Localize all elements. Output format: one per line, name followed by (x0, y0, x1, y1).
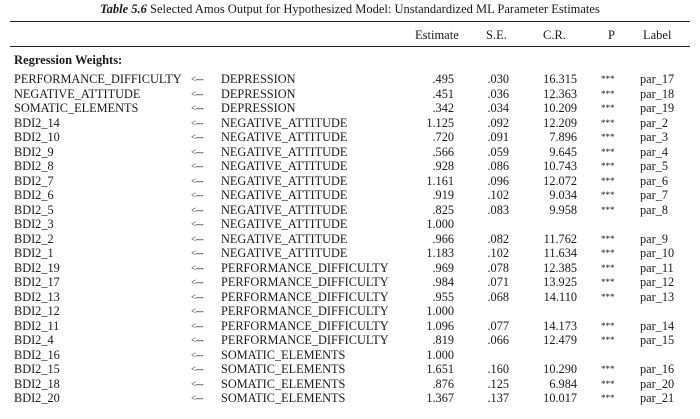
dependent-variable: BDI2_9 (14, 144, 54, 159)
parameter-label-cell: par_15 (640, 333, 675, 347)
estimate-cell: .566 (432, 144, 454, 159)
regression-arrow: <--- (191, 320, 204, 331)
regression-arrow: <--- (191, 190, 204, 200)
table-row (0, 87, 700, 102)
parameter-label-cell: par_19 (640, 101, 675, 115)
independent-variable: PERFORMANCE_DIFFICULTY (221, 318, 389, 333)
independent-variable: NEGATIVE_ATTITUDE (221, 115, 348, 130)
independent-variable: PERFORMANCE_DIFFICULTY (221, 304, 389, 318)
estimate-cell: .955 (432, 289, 454, 304)
standard-error-cell: .066 (487, 333, 509, 347)
regression-arrow: <--- (191, 88, 204, 99)
critical-ratio-cell: 6.984 (549, 376, 577, 391)
table-row (0, 275, 700, 290)
critical-ratio-cell: 10.209 (543, 101, 577, 115)
independent-variable: SOMATIC_ELEMENTS (221, 362, 346, 376)
critical-ratio-cell: 10.743 (543, 159, 577, 173)
p-value-cell: *** (601, 233, 615, 244)
estimate-cell: .969 (432, 260, 454, 275)
header-se: S.E. (486, 28, 507, 42)
table-title: Selected Amos Output for Hypothesized Model: Unstandardized ML Parameter Estimates (150, 2, 600, 16)
critical-ratio-cell: 10.290 (543, 362, 577, 376)
critical-ratio-cell: 12.209 (543, 115, 577, 130)
critical-ratio-cell: 11.762 (543, 231, 577, 246)
p-value-cell: *** (601, 103, 615, 113)
regression-arrow: <--- (191, 132, 204, 142)
parameter-label-cell: par_3 (640, 130, 668, 144)
critical-ratio-cell: 7.896 (549, 130, 577, 144)
table-row (0, 188, 700, 203)
regression-arrow: <--- (191, 219, 204, 229)
regression-arrow: <--- (191, 204, 204, 215)
regression-arrow: <--- (191, 335, 204, 345)
regression-arrow: <--- (191, 291, 204, 302)
dependent-variable: PERFORMANCE_DIFFICULTY (14, 72, 182, 86)
p-value-cell: *** (601, 248, 615, 258)
dependent-variable: BDI2_11 (14, 318, 60, 333)
header-p: P (608, 28, 615, 42)
dependent-variable: BDI2_12 (14, 304, 60, 318)
regression-arrow: <--- (191, 146, 204, 157)
table-row (0, 159, 700, 174)
dependent-variable: BDI2_6 (14, 188, 54, 202)
standard-error-cell: .137 (487, 391, 509, 405)
estimate-cell: .919 (432, 188, 454, 202)
dependent-variable: BDI2_20 (14, 391, 60, 405)
table-row (0, 174, 700, 189)
section-title: Regression Weights: (14, 53, 123, 67)
table-row (0, 333, 700, 348)
dependent-variable: BDI2_2 (14, 231, 54, 246)
independent-variable: NEGATIVE_ATTITUDE (221, 159, 348, 173)
regression-arrow: <--- (191, 103, 204, 113)
p-value-cell: *** (601, 364, 615, 374)
parameter-label-cell: par_17 (640, 72, 675, 86)
p-value-cell: *** (601, 378, 615, 389)
standard-error-cell: .091 (487, 130, 509, 144)
parameter-label-cell: par_5 (640, 159, 668, 173)
independent-variable: NEGATIVE_ATTITUDE (221, 130, 348, 144)
regression-weights-table (0, 72, 700, 406)
estimate-cell: .876 (432, 376, 454, 391)
independent-variable: NEGATIVE_ATTITUDE (221, 202, 348, 217)
standard-error-cell: .086 (487, 159, 509, 173)
critical-ratio-cell: 10.017 (543, 391, 577, 405)
regression-arrow: <--- (191, 161, 204, 171)
dependent-variable: BDI2_10 (14, 130, 60, 144)
regression-arrow: <--- (191, 364, 204, 374)
parameter-label-cell: par_12 (640, 275, 675, 289)
independent-variable: NEGATIVE_ATTITUDE (221, 246, 348, 260)
critical-ratio-cell: 12.385 (543, 260, 577, 275)
standard-error-cell: .096 (487, 173, 509, 188)
dependent-variable: BDI2_8 (14, 159, 54, 173)
dependent-variable: BDI2_1 (14, 246, 54, 260)
parameter-label-cell: par_7 (640, 188, 668, 202)
p-value-cell: *** (601, 204, 615, 215)
standard-error-cell: .034 (487, 101, 509, 115)
p-value-cell: *** (601, 190, 615, 200)
p-value-cell: *** (601, 262, 615, 273)
parameter-label-cell: par_9 (640, 231, 668, 246)
dependent-variable: SOMATIC_ELEMENTS (14, 101, 139, 115)
critical-ratio-cell: 12.479 (543, 333, 577, 347)
regression-arrow: <--- (191, 378, 204, 389)
standard-error-cell: .036 (487, 86, 509, 101)
estimate-cell: 1.183 (426, 246, 454, 260)
table-row (0, 72, 700, 87)
parameter-label-cell: par_11 (640, 260, 674, 275)
regression-arrow: <--- (191, 349, 204, 360)
critical-ratio-cell: 9.034 (549, 188, 577, 202)
table-row (0, 290, 700, 305)
p-value-cell: *** (601, 291, 615, 302)
dependent-variable: BDI2_19 (14, 260, 60, 275)
table-number: Table 5.6 (100, 2, 147, 16)
estimate-cell: 1.161 (426, 173, 454, 188)
table-row (0, 304, 700, 319)
table-row (0, 217, 700, 232)
top-rule (10, 21, 690, 22)
dependent-variable: BDI2_3 (14, 217, 54, 231)
standard-error-cell: .092 (487, 115, 509, 130)
parameter-label-cell: par_4 (640, 144, 668, 159)
parameter-label-cell: par_8 (640, 202, 668, 217)
independent-variable: NEGATIVE_ATTITUDE (221, 188, 348, 202)
estimate-cell: .342 (432, 101, 454, 115)
dependent-variable: BDI2_7 (14, 173, 54, 188)
standard-error-cell: .078 (487, 260, 509, 275)
standard-error-cell: .071 (487, 275, 509, 289)
independent-variable: SOMATIC_ELEMENTS (221, 391, 346, 405)
table-row (0, 101, 700, 116)
estimate-cell: .928 (432, 159, 454, 173)
dependent-variable: BDI2_14 (14, 115, 60, 130)
dependent-variable: BDI2_13 (14, 289, 60, 304)
table-row (0, 377, 700, 392)
estimate-cell: 1.367 (426, 391, 454, 405)
p-value-cell: *** (601, 277, 615, 287)
header-label: Label (643, 28, 672, 42)
estimate-cell: .825 (432, 202, 454, 217)
dependent-variable: BDI2_4 (14, 333, 54, 347)
parameter-label-cell: par_20 (640, 376, 675, 391)
critical-ratio-cell: 12.072 (543, 173, 577, 188)
dependent-variable: BDI2_17 (14, 275, 60, 289)
standard-error-cell: .102 (487, 246, 509, 260)
regression-arrow: <--- (191, 262, 204, 273)
header-rule (10, 46, 690, 47)
p-value-cell: *** (601, 146, 615, 157)
independent-variable: PERFORMANCE_DIFFICULTY (221, 260, 389, 275)
regression-arrow: <--- (191, 306, 204, 316)
estimate-cell: .819 (432, 333, 454, 347)
critical-ratio-cell: 16.315 (543, 72, 577, 86)
critical-ratio-cell: 11.634 (543, 246, 577, 260)
table-row (0, 145, 700, 160)
p-value-cell: *** (601, 175, 615, 186)
estimate-cell: .720 (432, 130, 454, 144)
critical-ratio-cell: 13.925 (543, 275, 577, 289)
p-value-cell: *** (601, 74, 615, 84)
critical-ratio-cell: 14.110 (543, 289, 577, 304)
critical-ratio-cell: 14.173 (543, 318, 577, 333)
standard-error-cell: .059 (487, 144, 509, 159)
table-row (0, 362, 700, 377)
independent-variable: NEGATIVE_ATTITUDE (221, 231, 348, 246)
independent-variable: DEPRESSION (221, 72, 296, 86)
parameter-label-cell: par_2 (640, 115, 668, 130)
independent-variable: NEGATIVE_ATTITUDE (221, 144, 348, 159)
independent-variable: NEGATIVE_ATTITUDE (221, 173, 348, 188)
parameter-label-cell: par_14 (640, 318, 675, 333)
dependent-variable: BDI2_16 (14, 347, 60, 362)
parameter-label-cell: par_13 (640, 289, 675, 304)
p-value-cell: *** (601, 320, 615, 331)
dependent-variable: NEGATIVE_ATTITUDE (14, 86, 141, 101)
table-row (0, 246, 700, 261)
regression-arrow: <--- (191, 277, 204, 287)
table-row (0, 203, 700, 218)
parameter-label-cell: par_10 (640, 246, 675, 260)
regression-arrow: <--- (191, 393, 204, 403)
parameter-label-cell: par_18 (640, 86, 675, 101)
regression-arrow: <--- (191, 248, 204, 258)
independent-variable: PERFORMANCE_DIFFICULTY (221, 275, 389, 289)
dependent-variable: BDI2_18 (14, 376, 60, 391)
independent-variable: DEPRESSION (221, 101, 296, 115)
header-estimate: Estimate (415, 28, 459, 42)
regression-arrow: <--- (191, 175, 204, 186)
estimate-cell: 1.651 (426, 362, 454, 376)
table-row (0, 116, 700, 131)
table-caption (0, 2, 700, 17)
standard-error-cell: .077 (487, 318, 509, 333)
regression-arrow: <--- (191, 74, 204, 84)
table-row (0, 232, 700, 247)
estimate-cell: .495 (432, 72, 454, 86)
independent-variable: SOMATIC_ELEMENTS (221, 347, 346, 362)
independent-variable: PERFORMANCE_DIFFICULTY (221, 333, 389, 347)
standard-error-cell: .125 (487, 376, 509, 391)
independent-variable: PERFORMANCE_DIFFICULTY (221, 289, 389, 304)
p-value-cell: *** (601, 161, 615, 171)
critical-ratio-cell: 9.958 (549, 202, 577, 217)
independent-variable: DEPRESSION (221, 86, 296, 101)
dependent-variable: BDI2_15 (14, 362, 60, 376)
critical-ratio-cell: 12.363 (543, 86, 577, 101)
parameter-label-cell: par_21 (640, 391, 675, 405)
table-row (0, 391, 700, 406)
estimate-cell: 1.000 (426, 217, 454, 231)
independent-variable: NEGATIVE_ATTITUDE (221, 217, 348, 231)
p-value-cell: *** (601, 88, 615, 99)
standard-error-cell: .082 (487, 231, 509, 246)
regression-arrow: <--- (191, 117, 204, 128)
header-cr: C.R. (543, 28, 566, 42)
independent-variable: SOMATIC_ELEMENTS (221, 376, 346, 391)
standard-error-cell: .160 (487, 362, 509, 376)
p-value-cell: *** (601, 335, 615, 345)
estimate-cell: .966 (432, 231, 454, 246)
parameter-label-cell: par_6 (640, 173, 668, 188)
standard-error-cell: .083 (487, 202, 509, 217)
regression-arrow: <--- (191, 233, 204, 244)
estimate-cell: 1.000 (426, 304, 454, 318)
p-value-cell: *** (601, 393, 615, 403)
estimate-cell: 1.125 (426, 115, 454, 130)
table-row (0, 348, 700, 363)
standard-error-cell: .068 (487, 289, 509, 304)
table-row (0, 261, 700, 276)
estimate-cell: 1.000 (426, 347, 454, 362)
p-value-cell: *** (601, 132, 615, 142)
estimate-cell: 1.096 (426, 318, 454, 333)
standard-error-cell: .030 (487, 72, 509, 86)
dependent-variable: BDI2_5 (14, 202, 54, 217)
table-row (0, 130, 700, 145)
estimate-cell: .984 (432, 275, 454, 289)
p-value-cell: *** (601, 117, 615, 128)
parameter-label-cell: par_16 (640, 362, 675, 376)
critical-ratio-cell: 9.645 (549, 144, 577, 159)
estimate-cell: .451 (432, 86, 454, 101)
standard-error-cell: .102 (487, 188, 509, 202)
table-row (0, 319, 700, 334)
